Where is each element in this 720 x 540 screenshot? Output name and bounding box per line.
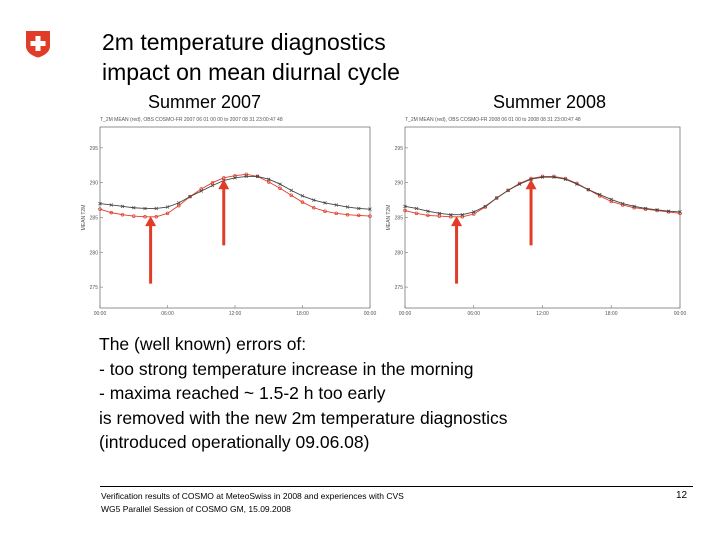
- body-line: The (well known) errors of:: [99, 334, 307, 354]
- y-tick-label: 285: [89, 215, 98, 222]
- x-tick-label: 00:00: [673, 311, 687, 317]
- body-line: - maxima reached ~ 1.5-2 h too early: [99, 383, 386, 403]
- y-tick-label: 290: [89, 180, 98, 187]
- x-tick-label: 12:00: [228, 311, 242, 317]
- data-point: [290, 189, 293, 192]
- footer-line: WG5 Parallel Session of COSMO GM, 15.09.2008: [101, 504, 291, 514]
- swiss-cross-icon: [25, 30, 51, 58]
- chart-label-2008: Summer 2008: [493, 92, 607, 112]
- series-line: [100, 176, 370, 209]
- title-line-1: 2m temperature diagnostics: [102, 29, 386, 55]
- body-line: (introduced operationally 09.06.08): [99, 432, 370, 452]
- y-axis-label: MEAN T2M: [386, 204, 392, 231]
- arrow-head: [218, 179, 229, 189]
- y-tick-label: 295: [394, 145, 403, 152]
- footer: [101, 490, 404, 516]
- chart-summer-2007: [80, 113, 380, 318]
- arrow-head: [451, 216, 462, 226]
- footer-line: Verification results of COSMO at MeteoSwiss in 2008 and experiences with CVS: [101, 491, 404, 501]
- body-line: is removed with the new 2m temperature diagnostics: [99, 407, 508, 428]
- series-line: [405, 177, 680, 215]
- footer-divider: [100, 486, 693, 487]
- body-line: - too strong temperature increase in the morning: [99, 358, 474, 379]
- page-title: [102, 27, 400, 87]
- x-tick-label: 06:00: [161, 311, 174, 317]
- x-tick-label: 18:00: [604, 311, 618, 317]
- x-tick-label: 00:00: [398, 311, 412, 317]
- x-tick-label: 06:00: [467, 311, 481, 317]
- x-tick-label: 18:00: [296, 311, 309, 317]
- body-text: [99, 332, 508, 455]
- y-tick-label: 275: [89, 285, 98, 292]
- chart-header: T_2M MEAN (red), OBS COSMO-FR 2008 06 01 00 to 2008 08 31 23:00:47 48: [405, 117, 581, 123]
- chart-canvas-2007: [80, 113, 380, 318]
- data-point: [200, 190, 203, 193]
- plot-frame: [100, 127, 370, 308]
- arrow-head: [145, 216, 156, 226]
- y-axis-label: MEAN T2M: [81, 204, 87, 231]
- y-tick-label: 295: [89, 145, 98, 152]
- series-line: [100, 174, 370, 216]
- y-tick-label: 285: [394, 215, 403, 222]
- chart-label-2007: Summer 2007: [148, 92, 262, 112]
- chart-header: T_2M MEAN (red), OBS COSMO-FR 2007 06 01 00 00 to 2007 08 31 23:00:47 48: [100, 117, 283, 123]
- plot-frame: [405, 127, 680, 308]
- series-line: [405, 176, 680, 216]
- title-line-2: impact on mean diurnal cycle: [102, 59, 400, 85]
- y-tick-label: 275: [394, 285, 403, 292]
- chart-summer-2008: [385, 113, 690, 318]
- x-tick-label: 00:00: [93, 311, 107, 317]
- page-number: 12: [676, 490, 688, 501]
- x-tick-label: 12:00: [536, 311, 549, 317]
- y-tick-label: 280: [89, 250, 98, 257]
- y-tick-label: 290: [394, 180, 403, 187]
- y-tick-label: 280: [394, 250, 403, 257]
- x-tick-label: 00:00: [363, 311, 377, 317]
- chart-canvas-2008: [385, 113, 690, 318]
